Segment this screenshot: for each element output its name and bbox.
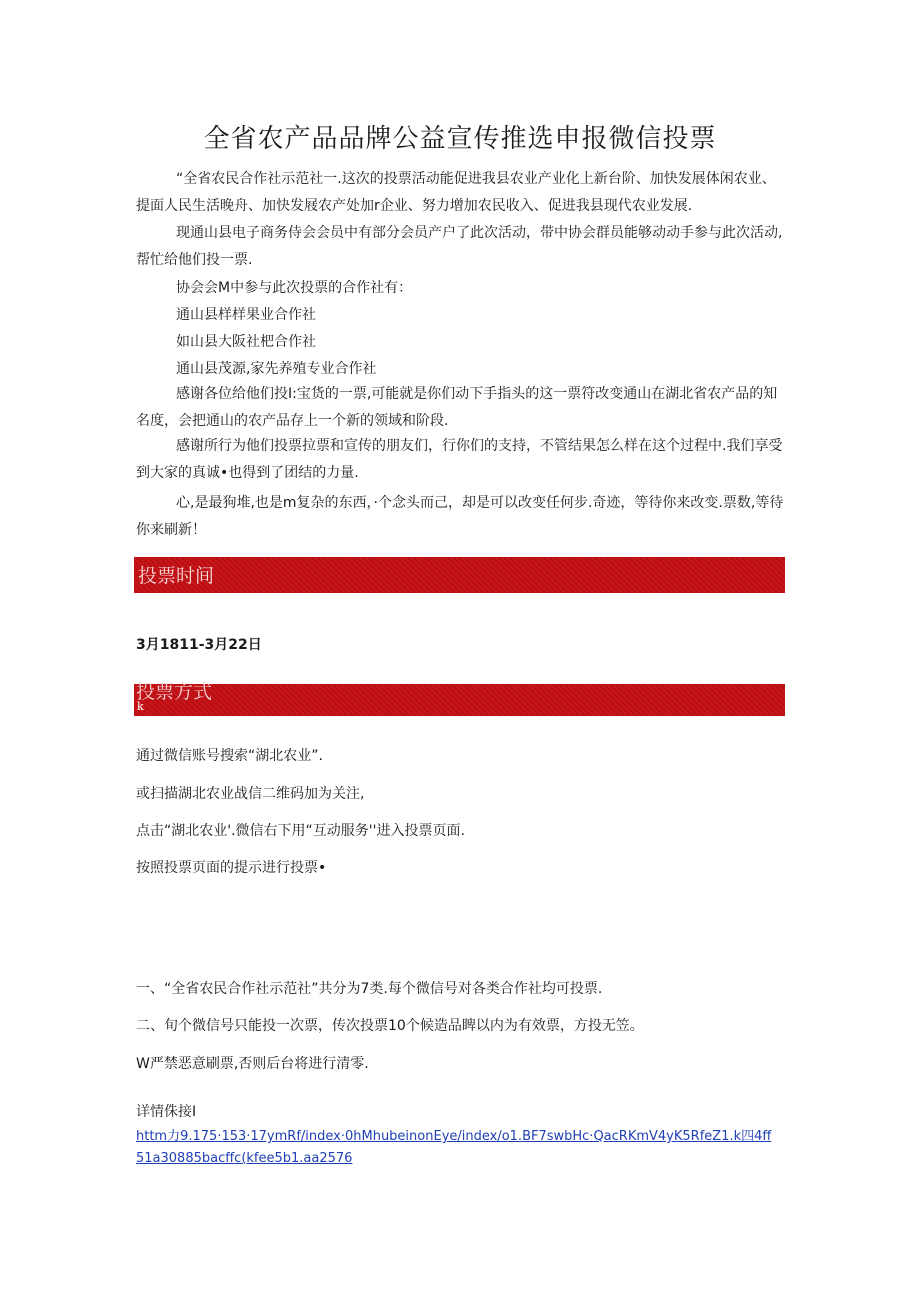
coop-item-2: 如山县大阪社杷合作社: [176, 334, 316, 350]
page-title: 全省农产品品牌公益宣传推选申报微信投票: [203, 124, 717, 154]
voting-time-value: 3月1811-3月22日: [136, 637, 262, 653]
intro-paragraph-2: 现通山县电子商务侍会会员中有部分会员产户了此次活动，带中协会群员能够动动手参与此次活动,帮忙给他们投一票.: [136, 225, 783, 268]
coop-list-intro: 协会会M中参与此次投票的合作社有：: [176, 280, 413, 296]
details-link[interactable]: httm力9.175·153·17ymRf/index·0hMhubeinonEye/index/o1.BF7swbHc·QacRKmV4yK5RfeZ1.k四4ff51a30885bacffc(kfee5b1.aa2576: [136, 1129, 772, 1166]
rule-1: 一、“全省农民合作社示范社”共分为7类.每个微信号对各类合作社均可投票.: [136, 981, 603, 997]
closing-paragraph: 心,是最狗堆,也是m复杂的东西，·个念头而己，却是可以改变任何步.奇迹，等待你来改变.票数,等待你来刷新！: [136, 495, 784, 538]
coop-item-1: 通山县样样果业合作社: [176, 307, 316, 323]
voting-time-heading-text: 投票时间: [138, 565, 215, 587]
rule-2: 二、旬个微信号只能投一次票，传次投票10个候造品睥以内为有效票，方投无笠。: [136, 1018, 644, 1034]
intro-paragraph-1: “全省农民合作社示范社一.这次的投票活动能促进我县农业产业化上新台阶、加快发展体闲农业、提面人民生活晚舟、加快发屐农产处加r企业、努力增加农民收入、促进我县现代农业发展.: [136, 171, 776, 214]
thanks-paragraph-2: 感谢所行为他们投票拉票和宣传的朋友们，行你们的支持，不管结果怎么样在这个过程中.我们享受到大家的真诚•也得到了团结的力量.: [136, 438, 783, 481]
coop-item-3: 通山县茂源,家先养殖专业合作社: [176, 361, 377, 377]
rule-3: W严禁恶意刷票,否则后台将进行清零.: [136, 1056, 369, 1072]
method-step-3: 点击“湖北农业'.微信右下用“互动服务''进入投票页面.: [136, 823, 465, 839]
voting-time-heading: [134, 557, 785, 593]
method-step-4: 按照投票页面的提示进行投票•: [136, 860, 327, 876]
voting-method-heading-text: 投票方式: [136, 681, 213, 703]
method-step-2: 或扫描湖北农业战信二维码加为关注,: [136, 786, 365, 802]
voting-method-heading: [134, 681, 785, 716]
method-step-1: 通过微信账号搜索“湖北农业”.: [136, 748, 323, 764]
thanks-paragraph-1: 感谢各位给他们投I:宝货的一票,可能就是你们动下手指头的这一票符改变通山在湖北省农产品的知名度，会把通山的农产品存上一个新的领域和阶段.: [136, 386, 778, 429]
details-label: 详情侏接I: [136, 1104, 197, 1120]
heading-stray-mark: k: [137, 700, 144, 713]
